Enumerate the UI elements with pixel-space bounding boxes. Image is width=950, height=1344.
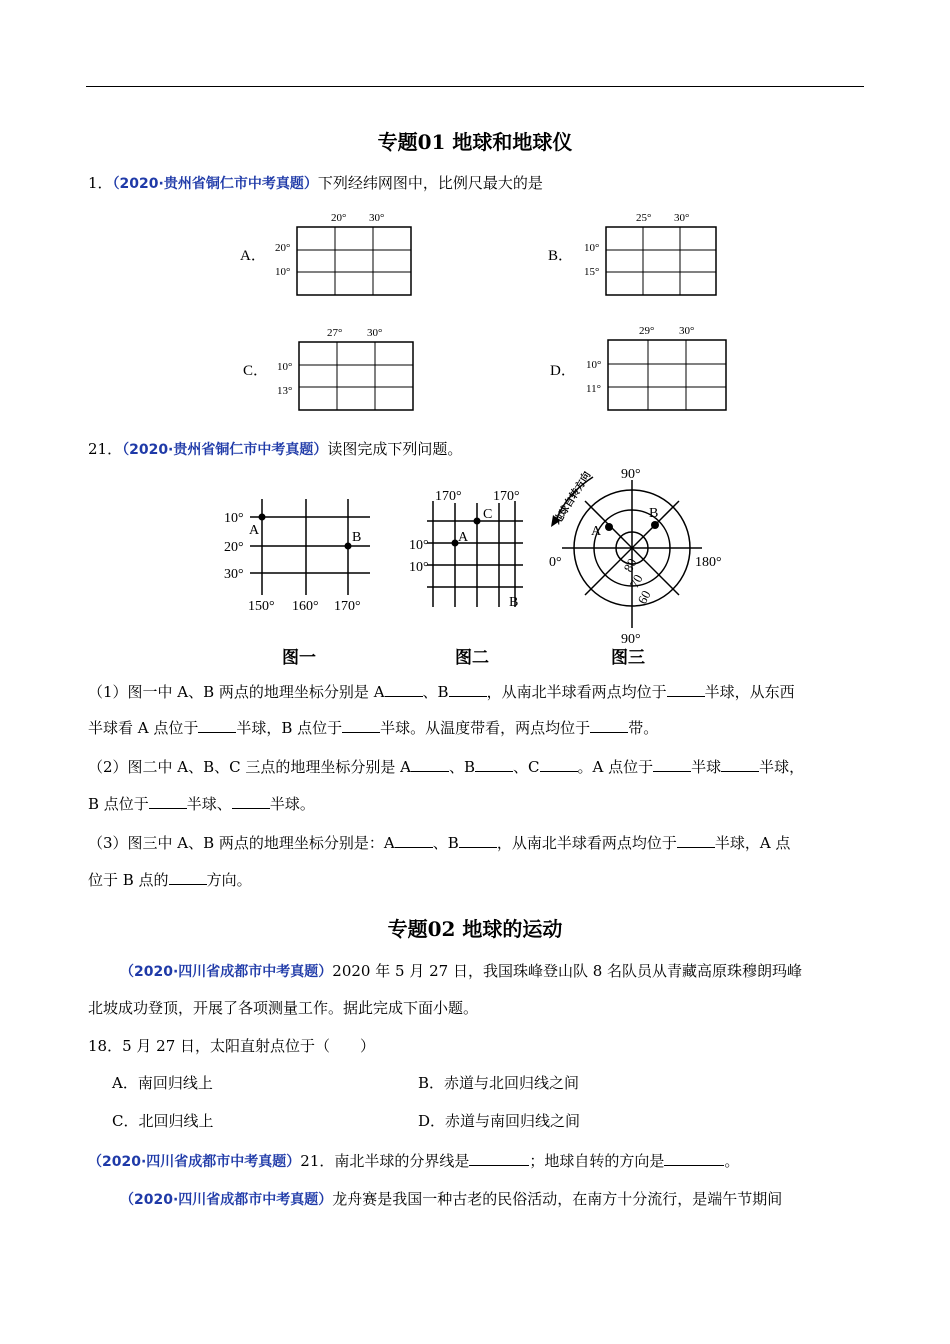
answer-blank[interactable] — [449, 696, 487, 697]
option-a-grid — [235, 205, 435, 303]
question-source: （2020·贵州省铜仁市中考真题） — [112, 176, 318, 192]
point-a — [259, 514, 266, 521]
answer-blank[interactable] — [475, 771, 513, 772]
rotation-label: 地球自转方向 — [552, 469, 594, 527]
question-number: 21． — [88, 440, 123, 458]
q21-part3-line1 — [88, 832, 790, 854]
answer-blank[interactable] — [540, 771, 578, 772]
point-label: B — [509, 595, 519, 610]
point-b — [651, 521, 659, 529]
option-d-grid — [540, 318, 740, 416]
text: 带。 — [628, 719, 659, 737]
lon-label: 0° — [549, 555, 562, 570]
text: 、B — [449, 758, 476, 776]
point-label: A — [591, 524, 602, 539]
answer-blank[interactable] — [667, 696, 705, 697]
text: 21．南北半球的分界线是 — [300, 1152, 470, 1170]
text: （2）图二中 A、B、C 三点的地理坐标分别是 A — [88, 758, 412, 776]
text: 位于 B 点的 — [88, 871, 169, 889]
lon-label: 90° — [621, 467, 641, 482]
grid-top-label: 30° — [674, 212, 690, 224]
point-a — [605, 523, 613, 531]
question-source: （2020·四川省成都市中考真题） — [88, 1154, 301, 1170]
section-title-2: 专题02 地球的运动 — [387, 917, 563, 941]
answer-blank[interactable] — [664, 1165, 724, 1166]
text: 2020 年 5 月 27 日，我国珠峰登山队 8 名队员从青藏高原珠穆朗玛峰 — [332, 962, 803, 980]
point-label: B — [649, 506, 659, 521]
point-b — [345, 543, 352, 550]
text: 、B — [432, 834, 459, 852]
text: 半球。 — [269, 795, 315, 813]
grid-left-label: 20° — [275, 242, 291, 254]
answer-blank[interactable] — [590, 732, 628, 733]
text: 。 — [724, 1152, 740, 1170]
question-21 — [88, 438, 462, 461]
option-c-grid — [235, 320, 435, 418]
point-label: A — [458, 530, 469, 545]
grid-top-label: 25° — [636, 212, 652, 224]
text: 龙舟赛是我国一种古老的民俗活动，在南方十分流行，是端午节期间 — [332, 1190, 783, 1208]
answer-blank[interactable] — [395, 847, 433, 848]
text: 半球， — [759, 758, 805, 776]
grid-left-label: 15° — [584, 266, 600, 278]
option-c[interactable]: C．北回归线上 — [112, 1112, 214, 1130]
lat-label: 30° — [224, 567, 244, 582]
grid-left-label: 13° — [277, 385, 293, 397]
last-question — [120, 1188, 782, 1211]
lon-label: 90° — [621, 632, 641, 647]
grid-left-label: 10° — [277, 361, 293, 373]
text: （1）图一中 A、B 两点的地理坐标分别是 A — [88, 683, 385, 701]
lon-label: 180° — [695, 555, 722, 570]
lon-label: 170° — [435, 489, 462, 504]
lat-label: 10° — [409, 538, 429, 553]
text: 半球，A 点 — [714, 834, 791, 852]
option-a[interactable]: A．南回归线上 — [112, 1074, 213, 1092]
question-21b — [88, 1150, 739, 1173]
lat-label: 80 — [620, 555, 640, 575]
lat-label: 60 — [634, 587, 654, 607]
figure-caption: 图一 — [282, 648, 316, 667]
lon-label: 170° — [334, 599, 361, 614]
text: 半球 — [691, 758, 722, 776]
question-source: （2020·贵州省铜仁市中考真题） — [122, 442, 328, 458]
text: 方向。 — [206, 871, 252, 889]
text: 、B — [422, 683, 449, 701]
figure-caption: 图二 — [455, 648, 489, 667]
text: （3）图三中 A、B 两点的地理坐标分别是：A — [88, 834, 395, 852]
figure-caption: 图三 — [611, 648, 645, 667]
grid-top-label: 30° — [679, 325, 695, 337]
answer-blank[interactable] — [721, 771, 759, 772]
answer-blank[interactable] — [385, 696, 423, 697]
lat-label: 10° — [224, 511, 244, 526]
answer-blank[interactable] — [653, 771, 691, 772]
text: B 点位于 — [88, 795, 149, 813]
option-label: B． — [548, 248, 574, 264]
option-b[interactable]: B．赤道与北回归线之间 — [418, 1074, 580, 1092]
question-1 — [88, 172, 543, 195]
lon-label: 150° — [248, 599, 275, 614]
text: 半球、 — [186, 795, 232, 813]
text: 半球，从东西 — [704, 683, 795, 701]
text: 、C — [513, 758, 540, 776]
answer-blank[interactable] — [469, 1165, 529, 1166]
figure-2 — [405, 485, 535, 670]
answer-blank[interactable] — [198, 732, 236, 733]
point-c — [474, 518, 481, 525]
question-18: 18．5 月 27 日，太阳直射点位于（ ） — [88, 1037, 376, 1055]
grid-left-label: 11° — [586, 383, 601, 395]
intro-line2: 北坡成功登顶，开展了各项测量工作。据此完成下面小题。 — [88, 999, 479, 1017]
grid-top-label: 30° — [369, 212, 385, 224]
answer-blank[interactable] — [677, 847, 715, 848]
lat-label: 70 — [626, 571, 646, 591]
answer-blank[interactable] — [232, 808, 270, 809]
intro-line1 — [120, 960, 802, 983]
grid-left-label: 10° — [584, 242, 600, 254]
grid-left-label: 10° — [586, 359, 602, 371]
answer-blank[interactable] — [149, 808, 187, 809]
question-source: （2020·四川省成都市中考真题） — [120, 964, 333, 980]
option-b-grid — [540, 205, 740, 303]
text: ，从南北半球看两点均位于 — [496, 834, 677, 852]
option-label: D． — [550, 363, 576, 379]
point-label: C — [483, 507, 493, 522]
text: 。A 点位于 — [577, 758, 654, 776]
text: ；地球自转的方向是 — [529, 1152, 665, 1170]
grid-top-label: 29° — [639, 325, 655, 337]
point-label: A — [249, 523, 260, 538]
q21-part2-line2 — [88, 793, 315, 815]
question-number: 1． — [88, 174, 113, 192]
answer-blank[interactable] — [459, 847, 497, 848]
lon-label: 160° — [292, 599, 319, 614]
point-label: B — [352, 530, 362, 545]
answer-blank[interactable] — [342, 732, 380, 733]
option-d[interactable]: D．赤道与南回归线之间 — [418, 1112, 581, 1130]
q21-part3-line2 — [88, 869, 252, 891]
text: 半球，B 点位于 — [236, 719, 343, 737]
lat-label: 10° — [409, 560, 429, 575]
question-text: 读图完成下列问题。 — [327, 440, 463, 458]
answer-blank[interactable] — [169, 884, 207, 885]
grid-top-label: 20° — [331, 212, 347, 224]
q21-part2-line1 — [88, 756, 804, 778]
grid-top-label: 30° — [367, 327, 383, 339]
text: 半球。从温度带看，两点均位于 — [380, 719, 591, 737]
q21-part1-line2 — [88, 717, 658, 739]
text: 半球看 A 点位于 — [88, 719, 199, 737]
section-title-1: 专题01 地球和地球仪 — [377, 130, 573, 154]
option-label: A． — [240, 248, 266, 264]
top-rule — [86, 86, 864, 87]
grid-left-label: 10° — [275, 266, 291, 278]
question-source: （2020·四川省成都市中考真题） — [120, 1192, 333, 1208]
text: ，从南北半球看两点均位于 — [486, 683, 667, 701]
lat-label: 20° — [224, 540, 244, 555]
figure-3 — [545, 465, 735, 675]
option-label: C． — [243, 363, 269, 379]
q21-part1-line1 — [88, 681, 795, 703]
question-text: 下列经纬网图中，比例尺最大的是 — [317, 174, 543, 192]
answer-blank[interactable] — [411, 771, 449, 772]
grid-top-label: 27° — [327, 327, 343, 339]
figure-1 — [220, 485, 390, 670]
lon-label: 170° — [493, 489, 520, 504]
